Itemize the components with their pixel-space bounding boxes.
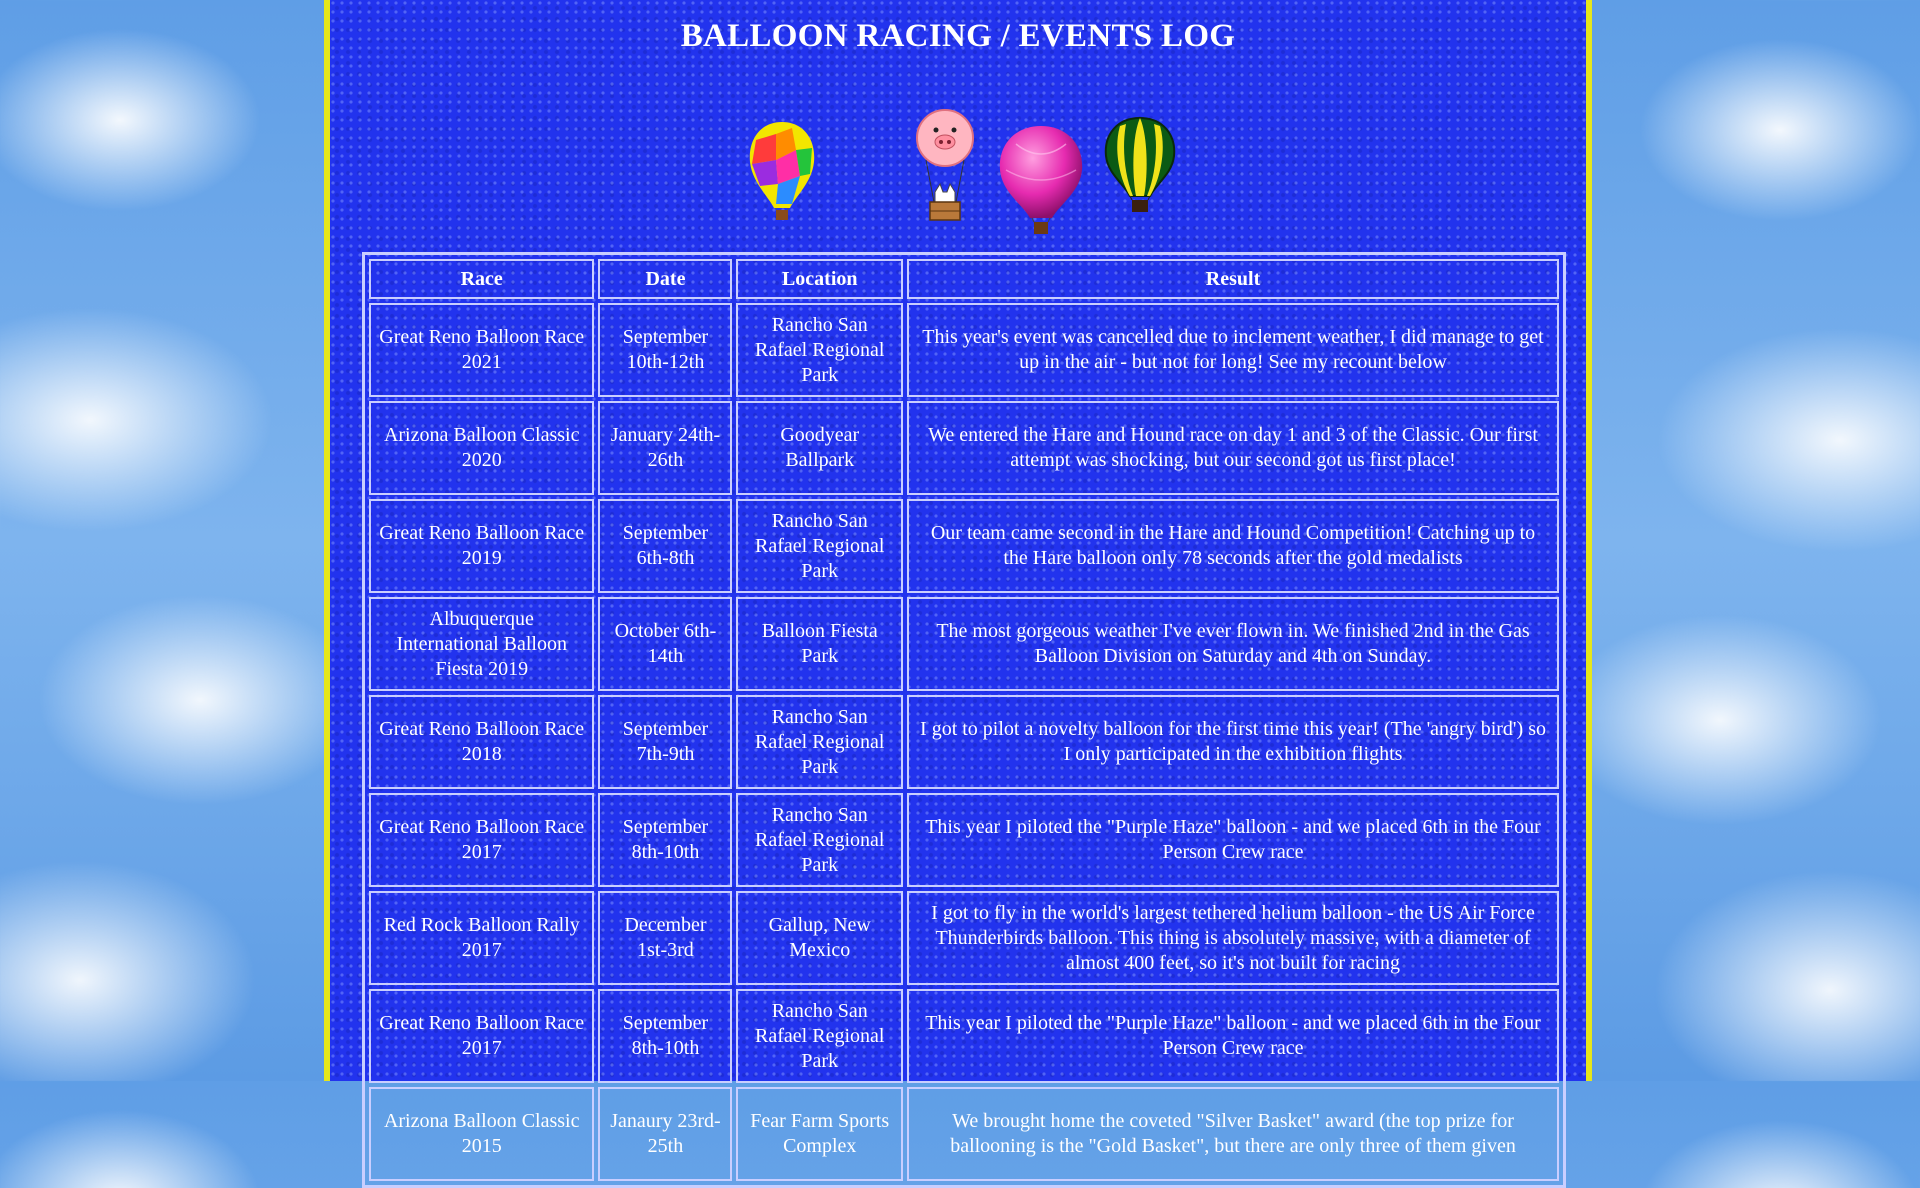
- table-row: [369, 793, 1559, 887]
- location-cell: Goodyear Ballpark: [736, 401, 903, 495]
- green-striped-balloon-icon: [1102, 116, 1178, 220]
- date-cell: September 8th-10th: [598, 989, 732, 1083]
- table-row: [369, 303, 1559, 397]
- race-cell: Arizona Balloon Classic 2015: [369, 1087, 594, 1181]
- result-cell: I got to fly in the world's largest tethered helium balloon - the US Air Force Thunderbirds balloon. This thing is absolutely massive, with a diameter of almost 400 feet, so it's not built for racing: [907, 891, 1559, 985]
- race-cell: Great Reno Balloon Race 2018: [369, 695, 594, 789]
- location-cell: Rancho San Rafael Regional Park: [736, 989, 903, 1083]
- table-row: [369, 1087, 1559, 1181]
- race-cell: Great Reno Balloon Race 2017: [369, 793, 594, 887]
- date-cell: September 6th-8th: [598, 499, 732, 593]
- result-cell: The most gorgeous weather I've ever flown in. We finished 2nd in the Gas Balloon Division on Saturday and 4th on Sunday.: [907, 597, 1559, 691]
- date-cell: September 8th-10th: [598, 793, 732, 887]
- events-log-table: [362, 252, 1566, 1188]
- page-title: BALLOON RACING / EVENTS LOG: [680, 18, 1236, 54]
- table-row: [369, 499, 1559, 593]
- result-cell: This year I piloted the "Purple Haze" balloon - and we placed 6th in the Four Person Crew race: [907, 793, 1559, 887]
- result-cell: This year's event was cancelled due to inclement weather, I did manage to get up in the air - but not for long! See my recount below: [907, 303, 1559, 397]
- table-row: [369, 891, 1559, 985]
- result-cell: Our team came second in the Hare and Hound Competition! Catching up to the Hare balloon only 78 seconds after the gold medalists: [907, 499, 1559, 593]
- pink-balloon-icon: [996, 124, 1086, 238]
- location-cell: Balloon Fiesta Park: [736, 597, 903, 691]
- date-cell: Janaury 23rd-25th: [598, 1087, 732, 1181]
- location-cell: Rancho San Rafael Regional Park: [736, 499, 903, 593]
- location-cell: Rancho San Rafael Regional Park: [736, 695, 903, 789]
- column-header-location: Location: [736, 259, 903, 299]
- result-cell: We entered the Hare and Hound race on day 1 and 3 of the Classic. Our first attempt was shocking, but our second got us first place!: [907, 401, 1559, 495]
- race-cell: Great Reno Balloon Race 2021: [369, 303, 594, 397]
- result-cell: We brought home the coveted "Silver Basket" award (the top prize for ballooning is the "Gold Basket", but there are only three of them given: [907, 1087, 1559, 1181]
- rainbow-patch-balloon-icon: [746, 120, 818, 232]
- race-cell: Great Reno Balloon Race 2017: [369, 989, 594, 1083]
- race-cell: Albuquerque International Balloon Fiesta 2019: [369, 597, 594, 691]
- location-cell: Fear Farm Sports Complex: [736, 1087, 903, 1181]
- location-cell: Gallup, New Mexico: [736, 891, 903, 985]
- race-cell: Great Reno Balloon Race 2019: [369, 499, 594, 593]
- location-cell: Rancho San Rafael Regional Park: [736, 793, 903, 887]
- date-cell: September 10th-12th: [598, 303, 732, 397]
- race-cell: Red Rock Balloon Rally 2017: [369, 891, 594, 985]
- date-cell: January 24th-26th: [598, 401, 732, 495]
- result-cell: I got to pilot a novelty balloon for the first time this year! (The 'angry bird') so I only participated in the exhibition flights: [907, 695, 1559, 789]
- column-header-date: Date: [598, 259, 732, 299]
- table-row: [369, 401, 1559, 495]
- table-row: [369, 597, 1559, 691]
- date-cell: December 1st-3rd: [598, 891, 732, 985]
- date-cell: September 7th-9th: [598, 695, 732, 789]
- pig-balloon-with-cat-basket-icon: [910, 108, 980, 232]
- date-cell: October 6th-14th: [598, 597, 732, 691]
- content-panel: [324, 0, 1592, 1157]
- result-cell: This year I piloted the "Purple Haze" balloon - and we placed 6th in the Four Person Crew race: [907, 989, 1559, 1083]
- balloon-images-row: [330, 108, 1586, 240]
- table-row: [369, 989, 1559, 1083]
- table-row: [369, 695, 1559, 789]
- location-cell: Rancho San Rafael Regional Park: [736, 303, 903, 397]
- race-cell: Arizona Balloon Classic 2020: [369, 401, 594, 495]
- column-header-result: Result: [907, 259, 1559, 299]
- column-header-race: Race: [369, 259, 594, 299]
- table-header-row: [369, 259, 1559, 299]
